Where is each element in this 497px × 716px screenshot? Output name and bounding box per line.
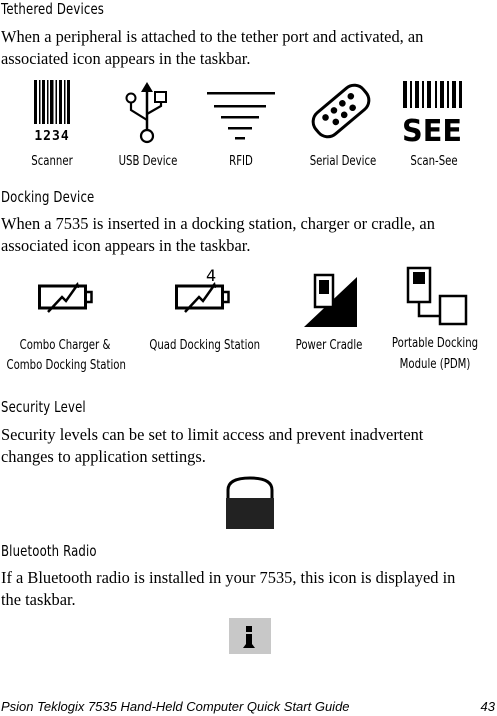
caption-combo-line1: Combo Charger & — [19, 338, 111, 353]
serial-device-icon — [306, 79, 376, 143]
scan-see-text: SEE — [402, 114, 462, 149]
caption-serial-device: Serial Device — [309, 154, 377, 169]
caption-usb-device: USB Device — [118, 154, 178, 169]
footer-title: Psion Teklogix 7535 Hand-Held Computer Quick Start Guide — [1, 699, 350, 714]
caption-combo-line2: Combo Docking Station — [6, 358, 126, 373]
padlock-icon — [225, 476, 275, 530]
tethered-heading: Tethered Devices — [1, 0, 105, 18]
usb-icon — [124, 80, 170, 146]
footer-page-number: 43 — [480, 699, 495, 714]
bluetooth-radio-icon — [229, 618, 271, 654]
bluetooth-para-line1: If a Bluetooth radio is installed in your 7535, this icon is displayed in — [1, 568, 456, 587]
docking-para-line2: associated icon appears in the taskbar. — [1, 236, 251, 255]
scanner-icon — [32, 80, 72, 142]
security-para-line1: Security levels can be set to limit access and prevent inadvertent — [1, 425, 424, 444]
portable-docking-module-icon — [406, 266, 470, 328]
caption-quad-docking-station: Quad Docking Station — [149, 338, 261, 353]
caption-rfid: RFID — [229, 154, 253, 169]
caption-scan-see: Scan-See — [410, 154, 458, 169]
docking-heading: Docking Device — [1, 188, 95, 206]
quad-docking-icon — [175, 266, 233, 316]
caption-scanner: Scanner — [31, 154, 73, 169]
scanner-digits: 1234 — [34, 129, 70, 144]
security-para-line2: changes to application settings. — [1, 447, 206, 466]
security-heading: Security Level — [1, 398, 86, 416]
power-cradle-icon — [304, 270, 358, 328]
charging-battery-icon — [38, 281, 94, 315]
bluetooth-heading: Bluetooth Radio — [1, 542, 97, 560]
rfid-icon — [206, 88, 276, 140]
scan-see-icon — [402, 81, 464, 149]
caption-power-cradle: Power Cradle — [295, 338, 363, 353]
caption-pdm-line1: Portable Docking — [391, 336, 479, 351]
caption-pdm-line2: Module (PDM) — [399, 357, 471, 372]
docking-para-line1: When a 7535 is inserted in a docking station, charger or cradle, an — [1, 214, 435, 233]
tethered-para-line1: When a peripheral is attached to the tether port and activated, an — [1, 27, 424, 46]
quad-badge: 4 — [206, 266, 217, 285]
bluetooth-para-line2: the taskbar. — [1, 590, 76, 609]
tethered-para-line2: associated icon appears in the taskbar. — [1, 49, 251, 68]
